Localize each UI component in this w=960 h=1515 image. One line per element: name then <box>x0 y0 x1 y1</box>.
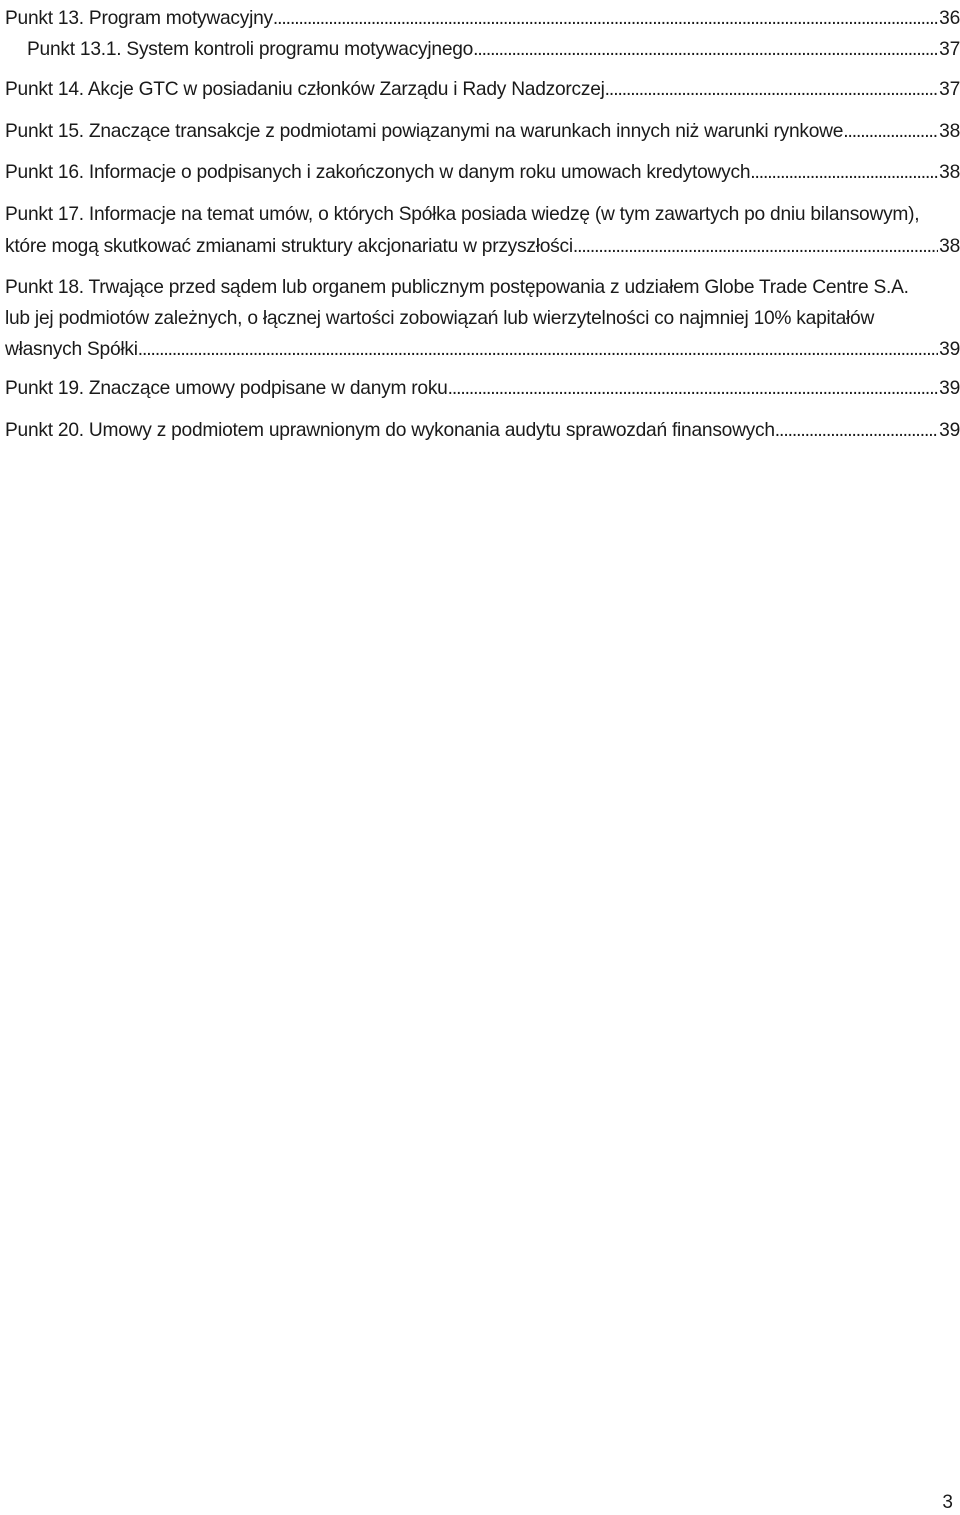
dot-leader <box>473 32 938 68</box>
dot-leader <box>750 155 938 191</box>
toc-entry-label: Punkt 20. Umowy z podmiotem uprawnionym do wykonania audytu sprawozdań finansowych <box>5 420 775 441</box>
toc-entry-page: 38 <box>939 121 960 142</box>
dot-leader <box>448 371 939 407</box>
toc-entry-page: 37 <box>939 39 960 60</box>
page-number: 3 <box>942 1492 953 1513</box>
toc-entry-14[interactable] <box>5 72 960 108</box>
toc-entry-18[interactable] <box>5 270 960 368</box>
toc-entry-label-line-1: Punkt 17. Informacje na temat umów, o których Spółka posiada wiedzę (w tym zawartych po dniu bilansowym), <box>5 204 920 225</box>
toc-entry-20[interactable] <box>5 413 960 449</box>
toc-entry-page: 37 <box>939 79 960 100</box>
toc-entry-15[interactable] <box>5 114 960 150</box>
toc-entry-page: 39 <box>939 420 960 441</box>
toc-entry-label: Punkt 19. Znaczące umowy podpisane w danym roku <box>5 378 448 399</box>
toc-entry-17[interactable] <box>5 197 960 265</box>
toc-entry-label-line-1: Punkt 18. Trwające przed sądem lub organem publicznym postępowania z udziałem Globe Trade Centre S.A. <box>5 277 909 298</box>
toc-entry-page: 36 <box>939 8 960 29</box>
toc-entry-16[interactable] <box>5 155 960 191</box>
dot-leader <box>775 413 938 449</box>
toc-entry-label: Punkt 13.1. System kontroli programu motywacyjnego <box>27 39 474 60</box>
dot-leader <box>605 72 938 108</box>
toc-entry-label: Punkt 16. Informacje o podpisanych i zakończonych w danym roku umowach kredytowych <box>5 162 751 183</box>
toc-entry-label: Punkt 15. Znaczące transakcje z podmiotami powiązanymi na warunkach innych niż warunki rynkowe <box>5 121 844 142</box>
toc-entry-page: 39 <box>939 378 960 399</box>
toc-entry-19[interactable] <box>5 371 960 407</box>
toc-entry-13-1[interactable] <box>27 32 960 68</box>
toc-entry-label-line-3: własnych Spółki <box>5 339 138 360</box>
toc-entry-label-line-2: lub jej podmiotów zależnych, o łącznej wartości zobowiązań lub wierzytelności co najmniej 10% kapitałów <box>5 308 875 329</box>
dot-leader <box>138 332 938 368</box>
dot-leader <box>843 114 938 150</box>
toc-entry-label: Punkt 13. Program motywacyjny <box>5 8 273 29</box>
toc-entry-page: 38 <box>939 162 960 183</box>
toc-entry-label: Punkt 14. Akcje GTC w posiadaniu członków Zarządu i Rady Nadzorczej <box>5 79 605 100</box>
toc-entry-label-line-2: które mogą skutkować zmianami struktury akcjonariatu w przyszłości <box>5 236 573 257</box>
toc-entry-page: 38 <box>939 236 960 257</box>
toc-entry-page: 39 <box>939 339 960 360</box>
dot-leader <box>573 229 938 265</box>
